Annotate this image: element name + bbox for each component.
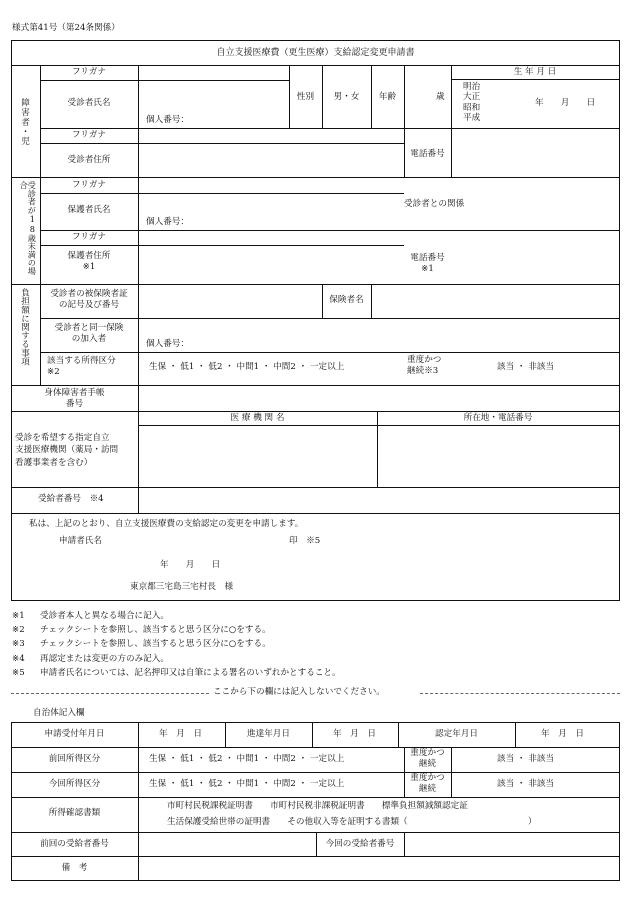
patient-phone-label: 電話番号 [410,149,445,159]
guardian-name-label: 保護者氏名 [67,205,111,215]
applicant-name-label: 申請者氏名 [59,536,102,546]
prev-severe-options[interactable]: 該当 ・ 非該当 [497,754,555,764]
burden-group-label: 負担額に関する事項 [19,288,30,366]
patient-furigana-label: フリガナ [72,67,106,77]
prev-severe-label: 重度かつ 継続 [410,748,445,769]
recipient-number-field[interactable] [139,488,619,512]
received-date-ymd[interactable]: 年 月 日 [159,729,202,739]
disability-handbook-field[interactable] [139,386,619,410]
patient-name-field[interactable] [139,81,289,111]
note-mark: ※2 [12,625,25,636]
applicant-name-field[interactable] [115,533,285,549]
divider-dashed-right-line [420,693,620,694]
guardian-personal-number-label: 個人番号： [146,217,189,227]
medical-address-field[interactable] [378,426,618,486]
income-docs-label: 所得確認書類 [48,808,101,818]
income-category-label: 該当する所得区分 ※2 [47,356,116,378]
patient-phone-field[interactable] [452,129,618,176]
note-text: チェックシートを参照し、該当すると思う区分に○をする。 [40,625,271,636]
guardian-address-furigana-label: フリガナ [72,232,106,242]
transfer-date-label: 進達年月日 [247,729,290,739]
curr-income-label: 今回所得区分 [48,779,101,789]
insurance-card-field[interactable] [139,285,321,317]
note-mark: ※5 [12,667,25,678]
gender-options[interactable]: 男・女 [333,92,360,102]
recipient-number-label: 受給者番号 ※4 [38,494,104,504]
form-title: 自立支援医療費（更生医療）支給認定変更申請書 [216,48,415,58]
birthdate-header: 生 年 月 日 [513,67,557,77]
guardian-relation-label: 受診者との関係 [404,199,465,209]
patient-address-furigana-label: フリガナ [72,130,106,140]
received-date-label: 申請受付年月日 [44,729,105,739]
patient-group-label: 障害者・児 [19,98,30,146]
curr-severe-label: 重度かつ 継続 [410,773,445,794]
guardian-relation-field[interactable] [452,178,618,229]
insurance-card-label: 受診者の被保険者証 の記号及び番号 [50,289,128,311]
medical-address-header: 所在地・電話番号 [463,413,533,423]
form-number: 様式第41号（第24条関係） [12,23,120,33]
approved-date-ymd[interactable]: 年 月 日 [541,729,584,739]
note-mark: ※3 [12,639,25,650]
seal-mark: 印 ※5 [289,536,321,546]
transfer-date-ymd[interactable]: 年 月 日 [333,729,376,739]
guardian-furigana-label: フリガナ [72,180,106,190]
patient-address-field[interactable] [139,144,403,176]
office-heading: 自治体記入欄 [33,708,85,718]
prev-income-label: 前回所得区分 [48,754,101,764]
age-label: 年齢 [378,92,397,102]
prev-income-options[interactable]: 生保 ・ 低1 ・ 低2 ・ 中間1 ・ 中間2 ・ 一定以上 [149,754,345,764]
note-mark: ※1 [12,611,25,621]
birth-eras[interactable]: 明治 大正 昭和 平成 [463,82,481,123]
note-text: 申請者氏名については、記名押印又は自筆による署名のいずれかとすること。 [40,667,341,678]
disability-handbook-label: 身体障害者手帳 番号 [44,388,105,410]
guardian-address-field[interactable] [139,246,403,283]
patient-personal-number-label: 個人番号： [146,115,189,125]
guardian-phone-label: 電話番号 ※1 [410,253,445,275]
prev-recipient-number-label: 前回の受給者番号 [40,839,109,849]
medical-name-header: 医 療 機 関 名 [230,413,285,423]
addressee: 東京都三宅島三宅村長 様 [130,582,234,592]
approved-date-label: 認定年月日 [435,729,478,739]
divider-text: ここから下の欄には記入しないでください。 [213,687,385,697]
declaration-text: 私は、上記のとおり、自立支援医療費の支給認定の変更を申請します。 [29,519,304,529]
note-text: チェックシートを参照し、該当すると思う区分に○をする。 [40,639,271,650]
declaration-date[interactable]: 年 月 日 [160,560,221,570]
curr-income-options[interactable]: 生保 ・ 低1 ・ 低2 ・ 中間1 ・ 中間2 ・ 一定以上 [149,779,345,789]
note-text: 再認定または変更の方のみ記入。 [40,653,169,664]
remarks-label: 備 考 [61,863,88,873]
insurer-name-label: 保険者名 [329,295,364,305]
patient-furigana-field[interactable] [139,66,289,79]
gender-label: 性別 [296,92,315,102]
same-insurance-personal-number-label: 個人番号： [146,339,189,349]
insurer-name-field[interactable] [372,285,618,317]
birthdate-ymd[interactable]: 年 月 日 [535,98,596,108]
income-category-options[interactable]: 生保 ・ 低1 ・ 低2 ・ 中間1 ・ 中間2 ・ 一定以上 [149,362,345,372]
severe-continuous-label: 重度かつ 継続※3 [407,355,442,377]
medical-institution-label: 受診を希望する指定自立 支援医療機関（薬局・訪問 看護事業者を含む） [15,433,119,468]
same-insurance-label: 受診者と同一保険 の加入者 [54,323,124,345]
divider-dashed-left-line [11,693,209,694]
curr-severe-options[interactable]: 該当 ・ 非該当 [497,779,555,789]
patient-address-label: 受診者住所 [67,155,111,165]
age-unit: 歳 [436,92,445,102]
severe-continuous-options[interactable]: 該当 ・ 非該当 [497,362,555,372]
patient-name-label: 受診者氏名 [67,98,111,108]
note-text: 受診者本人と異なる場合に記入。 [40,611,169,621]
income-docs-line1[interactable]: 市町村民税課税証明書 市町村民税非課税証明書 標準負担額減額認定証 [167,801,468,811]
income-docs-line2[interactable]: 生活保護受給世帯の証明書 その他収入等を証明する書類（ ） [167,817,537,827]
guardian-group-label: 受診者が18歳未満の場合 [19,181,38,275]
curr-recipient-number-label: 今回の受給者番号 [325,839,395,849]
note-mark: ※4 [12,653,25,664]
guardian-address-label: 保護者住所 ※1 [67,251,111,273]
medical-name-field[interactable] [139,426,376,486]
